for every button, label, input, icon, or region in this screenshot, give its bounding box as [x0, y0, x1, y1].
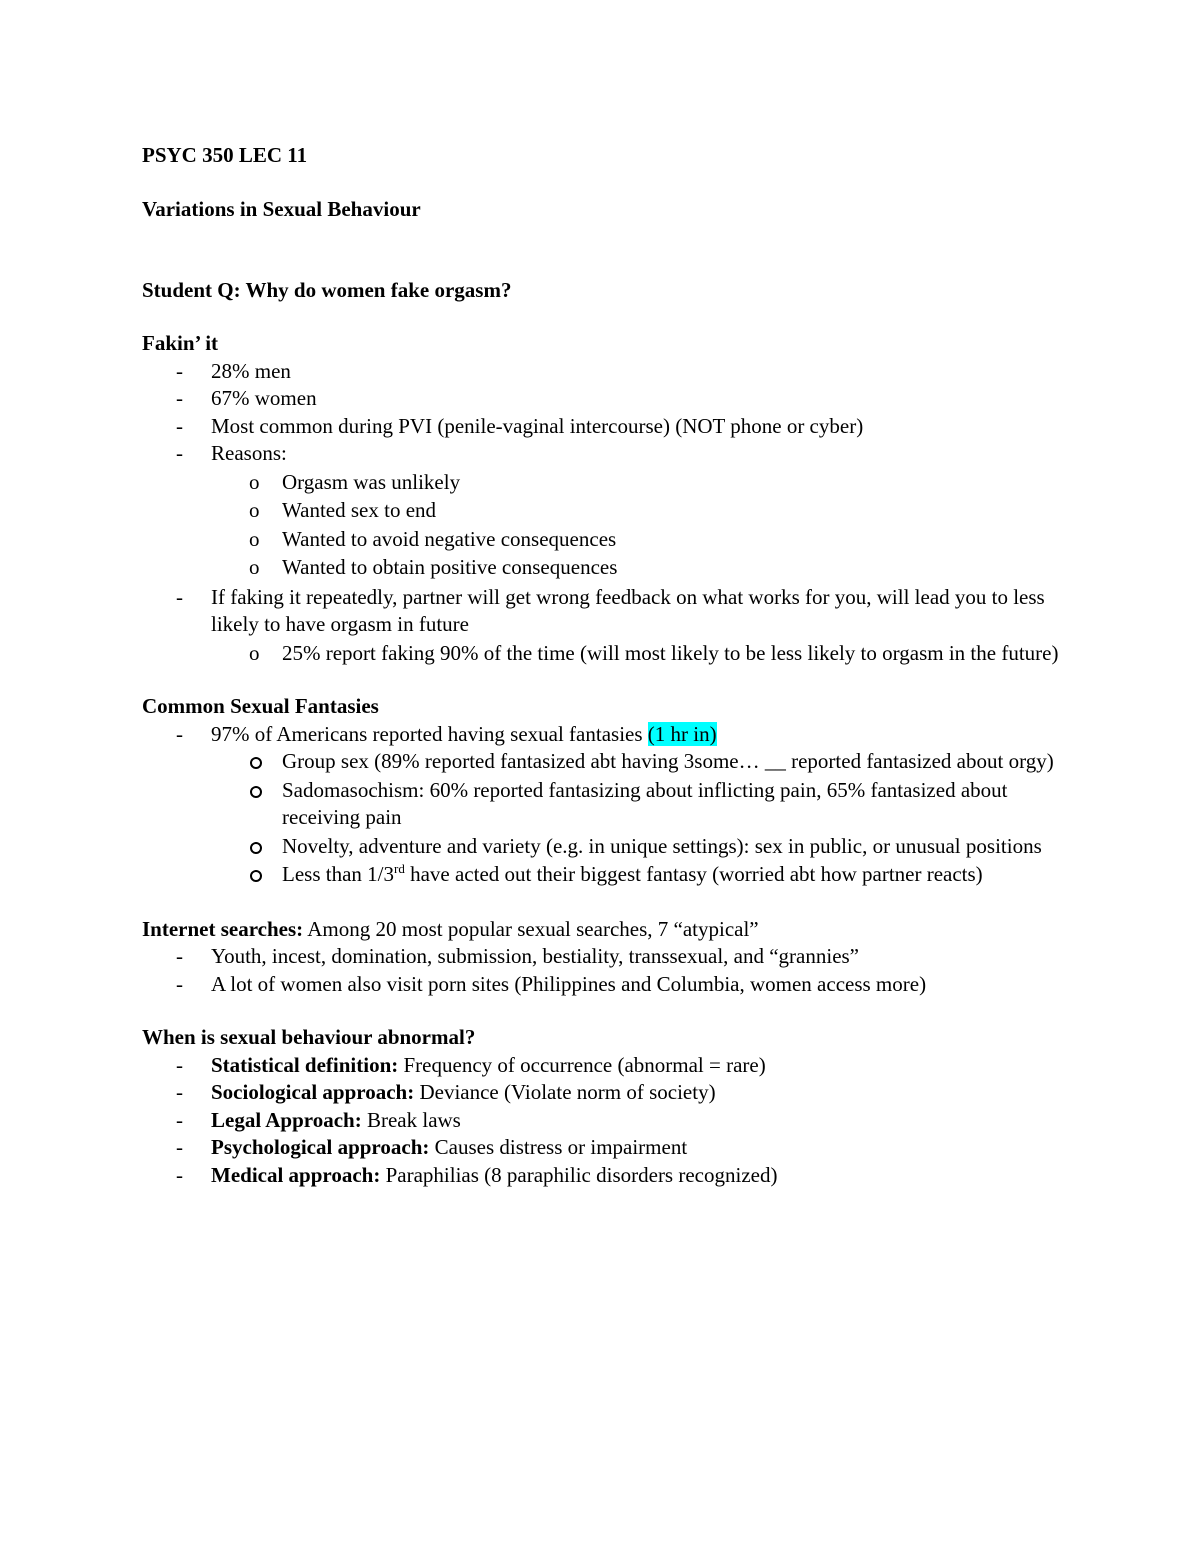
ring-bullet-icon	[250, 870, 262, 882]
list-item: - Youth, incest, domination, submission, bestiality, transsexual, and “grannies”	[142, 943, 1062, 971]
student-question: Student Q: Why do women fake orgasm?	[142, 277, 512, 302]
internet-searches: Internet searches: Among 20 most popular sexual searches, 7 “atypical”	[142, 916, 759, 941]
faking-heading: Fakin’ it	[142, 331, 219, 355]
circle-bullet: o	[249, 640, 260, 665]
abnormal-heading: When is sexual behaviour abnormal?	[142, 1025, 476, 1049]
list-item: - If faking it repeatedly, partner will get wrong feedback on what works for you, will lead you to less likely to have orgasm in future	[176, 584, 1045, 636]
dash-bullet: -	[176, 1052, 183, 1077]
list-item: - Reasons:	[142, 440, 1062, 468]
dash-bullet: -	[176, 358, 183, 383]
sub-list-item: Group sex (89% reported fantasized abt having 3some… __ reported fantasized about orgy)	[142, 748, 1062, 776]
circle-bullet: o	[249, 498, 260, 522]
highlighted-text: (1 hr in)	[647, 721, 717, 746]
ring-bullet-icon	[250, 842, 262, 854]
list-item: - Sociological approach: Deviance (Violate norm of society)	[142, 1079, 1062, 1107]
sub-list-item: Less than 1/3rd have acted out their biggest fantasy (worried abt how partner reacts)	[142, 861, 1062, 889]
dash-bullet: -	[176, 441, 183, 465]
document-page	[142, 142, 1062, 1189]
sub-list-item: o Wanted sex to end	[142, 497, 1062, 525]
circle-bullet: o	[249, 526, 260, 551]
list-item: - A lot of women also visit porn sites (Philippines and Columbia, women access more)	[142, 971, 1062, 999]
list-item: - Medical approach: Paraphilias (8 paraphilic disorders recognized)	[142, 1162, 1062, 1190]
lecture-topic: Variations in Sexual Behaviour	[142, 196, 421, 221]
fantasies-heading: Common Sexual Fantasies	[142, 694, 379, 718]
dash-bullet: -	[176, 1107, 183, 1132]
ring-bullet-icon	[250, 757, 262, 769]
dash-bullet: -	[176, 386, 183, 410]
list-item: - Most common during PVI (penile-vaginal intercourse) (NOT phone or cyber)	[142, 413, 1062, 441]
list-item: - Legal Approach: Break laws	[142, 1107, 1062, 1135]
circle-bullet: o	[249, 469, 260, 494]
sub-list-item: o Wanted to avoid negative consequences	[142, 526, 1062, 554]
internet-label: Internet searches:	[142, 916, 304, 941]
sub-list-item: o Wanted to obtain positive consequences	[142, 554, 1062, 582]
fantasies-section	[142, 693, 1062, 889]
dash-bullet: -	[176, 721, 183, 746]
sub-list-item: o Orgasm was unlikely	[142, 469, 1062, 497]
course-title: PSYC 350 LEC 11	[142, 143, 308, 167]
dash-bullet: -	[176, 584, 183, 609]
sub-list-item: o 25% report faking 90% of the time (will most likely to be less likely to orgasm in the future)	[142, 640, 1062, 668]
list-item: - 67% women	[142, 385, 1062, 413]
dash-bullet: -	[176, 1162, 183, 1187]
sub-list-item: Sadomasochism: 60% reported fantasizing about inflicting pain, 65% fantasized about receiving pain	[142, 777, 1062, 832]
list-item: - Statistical definition: Frequency of occurrence (abnormal = rare)	[142, 1052, 1062, 1080]
dash-bullet: -	[176, 1135, 183, 1159]
circle-bullet: o	[249, 555, 260, 579]
dash-bullet: -	[176, 971, 183, 996]
dash-bullet: -	[176, 413, 183, 438]
ring-bullet-icon	[250, 786, 262, 798]
list-item: - 97% of Americans reported having sexual fantasies (1 hr in)	[142, 721, 1062, 749]
dash-bullet: -	[176, 1080, 183, 1104]
list-item: - Psychological approach: Causes distress or impairment	[142, 1134, 1062, 1162]
list-item: - 28% men	[142, 358, 1062, 386]
dash-bullet: -	[176, 944, 183, 968]
sub-list-item: Novelty, adventure and variety (e.g. in unique settings): sex in public, or unusual positions	[142, 833, 1062, 861]
